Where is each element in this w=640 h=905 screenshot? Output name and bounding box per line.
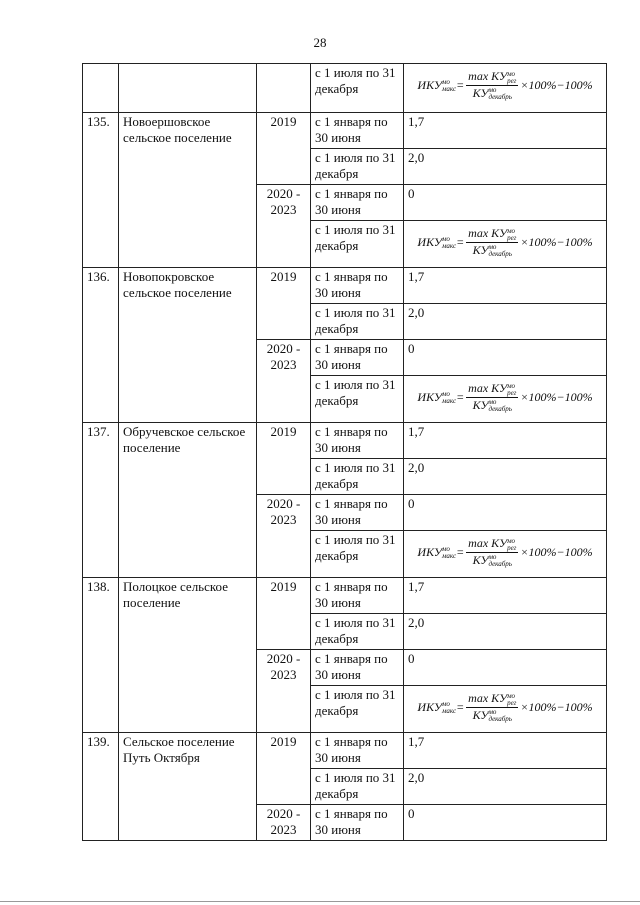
settlement-name-cell: Полоцкое сельское поселение bbox=[119, 578, 257, 733]
table-row bbox=[83, 113, 607, 149]
formula-fraction: max КУ мо рег КУ мо декабрь bbox=[468, 536, 517, 568]
formula-lhs: ИКУ мо макс bbox=[417, 544, 457, 561]
period-cell: с 1 июля по 31 декабря bbox=[311, 304, 404, 340]
formula-tail: ×100%−100% bbox=[520, 78, 593, 92]
index-formula bbox=[408, 687, 602, 727]
table-row bbox=[83, 64, 607, 113]
period-cell: с 1 января по 30 июня bbox=[311, 113, 404, 149]
index-formula bbox=[408, 222, 602, 262]
period-cell: с 1 января по 30 июня bbox=[311, 733, 404, 769]
period-cell: с 1 января по 30 июня bbox=[311, 423, 404, 459]
value-cell: 2,0 bbox=[404, 769, 607, 805]
period-cell: с 1 января по 30 июня bbox=[311, 578, 404, 614]
formula-equals: = bbox=[456, 235, 465, 249]
formula-fraction: max КУ мо рег КУ мо декабрь bbox=[468, 381, 517, 413]
formula-cell bbox=[404, 64, 607, 113]
period-cell: с 1 июля по 31 декабря bbox=[311, 769, 404, 805]
table-row bbox=[83, 578, 607, 614]
period-cell: с 1 июля по 31 декабря bbox=[311, 149, 404, 185]
period-cell: с 1 июля по 31 декабря bbox=[311, 459, 404, 495]
period-cell: с 1 января по 30 июня bbox=[311, 268, 404, 304]
formula-cell bbox=[404, 221, 607, 268]
row-number-cell bbox=[83, 64, 119, 113]
period-cell: с 1 января по 30 июня bbox=[311, 650, 404, 686]
index-formula bbox=[408, 532, 602, 572]
value-cell: 2,0 bbox=[404, 614, 607, 650]
value-cell: 1,7 bbox=[404, 733, 607, 769]
value-cell: 0 bbox=[404, 495, 607, 531]
year-cell: 2020 - 2023 bbox=[257, 340, 311, 423]
row-number-cell: 136. bbox=[83, 268, 119, 423]
formula-fraction: max КУ мо рег КУ мо декабрь bbox=[468, 226, 517, 258]
index-formula bbox=[408, 65, 602, 105]
formula-tail: ×100%−100% bbox=[520, 545, 593, 559]
formula-tail: ×100%−100% bbox=[520, 235, 593, 249]
page-number: 28 bbox=[313, 35, 327, 50]
year-cell bbox=[257, 64, 311, 113]
value-cell: 1,7 bbox=[404, 578, 607, 614]
formula-lhs: ИКУ мо макс bbox=[417, 77, 457, 94]
value-cell: 1,7 bbox=[404, 113, 607, 149]
period-cell: с 1 июля по 31 декабря bbox=[311, 64, 404, 113]
value-cell: 2,0 bbox=[404, 304, 607, 340]
value-cell: 1,7 bbox=[404, 268, 607, 304]
formula-cell bbox=[404, 531, 607, 578]
row-number-cell: 138. bbox=[83, 578, 119, 733]
settlement-name-cell bbox=[119, 64, 257, 113]
value-cell: 2,0 bbox=[404, 459, 607, 495]
period-cell: с 1 июля по 31 декабря bbox=[311, 614, 404, 650]
year-cell: 2020 - 2023 bbox=[257, 805, 311, 841]
formula-equals: = bbox=[456, 700, 465, 714]
year-cell: 2020 - 2023 bbox=[257, 495, 311, 578]
formula-tail: ×100%−100% bbox=[520, 390, 593, 404]
table-row bbox=[83, 733, 607, 769]
period-cell: с 1 января по 30 июня bbox=[311, 495, 404, 531]
formula-lhs: ИКУ мо макс bbox=[417, 699, 457, 716]
row-number-cell: 139. bbox=[83, 733, 119, 841]
value-cell: 1,7 bbox=[404, 423, 607, 459]
formula-cell bbox=[404, 376, 607, 423]
year-cell: 2020 - 2023 bbox=[257, 650, 311, 733]
period-cell: с 1 июля по 31 декабря bbox=[311, 376, 404, 423]
value-cell: 0 bbox=[404, 340, 607, 376]
year-cell: 2019 bbox=[257, 268, 311, 340]
page-bottom-edge bbox=[0, 901, 640, 902]
formula-fraction: max КУ мо рег КУ мо декабрь bbox=[468, 69, 517, 101]
value-cell: 0 bbox=[404, 185, 607, 221]
year-cell: 2019 bbox=[257, 423, 311, 495]
settlement-name-cell: Новопокровское сельское поселение bbox=[119, 268, 257, 423]
formula-equals: = bbox=[456, 545, 465, 559]
formula-lhs: ИКУ мо макс bbox=[417, 389, 457, 406]
settlement-name-cell: Обручевское сельское поселение bbox=[119, 423, 257, 578]
period-cell: с 1 января по 30 июня bbox=[311, 185, 404, 221]
table-row bbox=[83, 268, 607, 304]
year-cell: 2019 bbox=[257, 733, 311, 805]
formula-cell bbox=[404, 686, 607, 733]
tariff-table bbox=[82, 63, 607, 841]
formula-equals: = bbox=[456, 78, 465, 92]
period-cell: с 1 июля по 31 декабря bbox=[311, 221, 404, 268]
settlement-name-cell: Сельское поселение Путь Октября bbox=[119, 733, 257, 841]
row-number-cell: 135. bbox=[83, 113, 119, 268]
year-cell: 2020 - 2023 bbox=[257, 185, 311, 268]
year-cell: 2019 bbox=[257, 113, 311, 185]
row-number-cell: 137. bbox=[83, 423, 119, 578]
value-cell: 2,0 bbox=[404, 149, 607, 185]
value-cell: 0 bbox=[404, 805, 607, 841]
year-cell: 2019 bbox=[257, 578, 311, 650]
settlement-name-cell: Новоершовское сельское поселение bbox=[119, 113, 257, 268]
period-cell: с 1 января по 30 июня bbox=[311, 805, 404, 841]
period-cell: с 1 января по 30 июня bbox=[311, 340, 404, 376]
formula-equals: = bbox=[456, 390, 465, 404]
period-cell: с 1 июля по 31 декабря bbox=[311, 531, 404, 578]
formula-fraction: max КУ мо рег КУ мо декабрь bbox=[468, 691, 517, 723]
formula-lhs: ИКУ мо макс bbox=[417, 234, 457, 251]
formula-tail: ×100%−100% bbox=[520, 700, 593, 714]
index-formula bbox=[408, 377, 602, 417]
table-row bbox=[83, 423, 607, 459]
value-cell: 0 bbox=[404, 650, 607, 686]
period-cell: с 1 июля по 31 декабря bbox=[311, 686, 404, 733]
